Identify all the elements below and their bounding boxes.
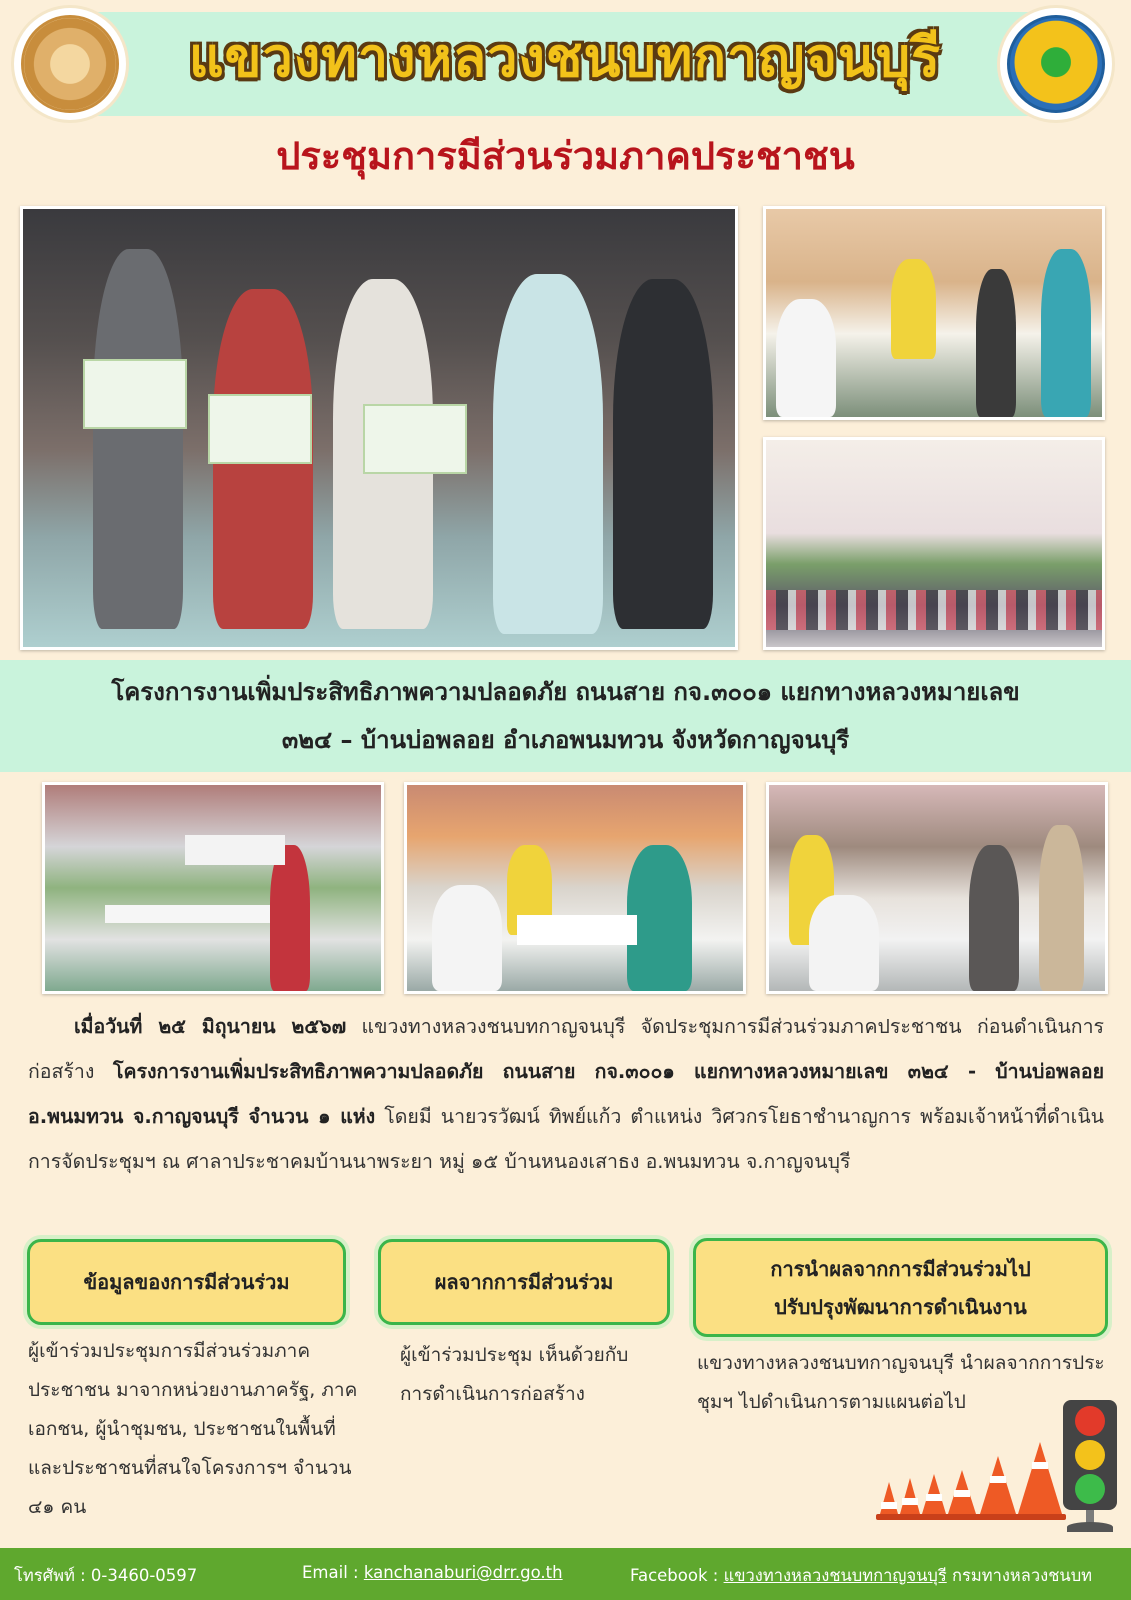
footer-facebook-label: Facebook :	[630, 1566, 724, 1585]
traffic-light-icon	[1063, 1400, 1117, 1510]
box-apply-results-title-2: ปรับปรุงพัฒนาการดำเนินงาน	[774, 1294, 1027, 1319]
footer-org: กรมทางหลวงชนบท	[946, 1566, 1093, 1585]
department-logo-icon	[1000, 8, 1112, 120]
traffic-cone-icon	[880, 1470, 1060, 1540]
body-text-1: แขวงทางหลวงชนบทกาญจนบุรี จัดประชุมการมีส่วนร่วมภาคประชาชน ก่อนดำเนินการก่อสร้าง	[28, 1015, 1104, 1083]
body-paragraph	[28, 1004, 1104, 1184]
footer-phone: โทรศัพท์ : 0-3460-0597	[14, 1566, 198, 1585]
footer-email-link[interactable]: kanchanaburi@drr.go.th	[363, 1563, 563, 1582]
photo-pavilion-table	[42, 782, 384, 994]
participation-info-text: ผู้เข้าร่วมประชุมการมีส่วนร่วมภาคประชาชน มาจากหน่วยงานภาครัฐ, ภาคเอกชน, ผู้นำชุมชน, ประชาชนในพื้นที่และประชาชนที่สนใจโครงการฯ จำนวน ๔๑ คน	[28, 1340, 358, 1518]
participation-result-text: ผู้เข้าร่วมประชุม เห็นด้วยกับการดำเนินการก่อสร้าง	[400, 1344, 629, 1405]
footer-bar	[0, 1548, 1131, 1600]
page-title: แขวงทางหลวงชนบทกาญจนบุรี	[188, 26, 942, 89]
box-apply-results	[693, 1238, 1108, 1337]
box-participation-result-title: ผลจากการมีส่วนร่วม	[434, 1270, 614, 1294]
apply-results-text: แขวงทางหลวงชนบทกาญจนบุรี นำผลจากการประชุมฯ ไปดำเนินการตามแผนต่อไป	[697, 1352, 1105, 1413]
box-apply-results-title-1: การนำผลจากการมีส่วนร่วมไป	[770, 1256, 1031, 1281]
footer-email-label: Email :	[302, 1563, 364, 1582]
project-title	[30, 668, 1101, 764]
footer-facebook	[630, 1563, 1092, 1589]
footer-email	[302, 1563, 563, 1582]
project-title-line-2: ๓๒๔ – บ้านบ่อพลอย อำเภอพนมทวน จังหวัดกาญจนบุรี	[281, 726, 850, 754]
box-participation-info	[27, 1239, 346, 1325]
photo-registration	[763, 206, 1105, 420]
meeting-date: เมื่อวันที่ ๒๕ มิถุนายน ๒๕๖๗	[74, 1015, 347, 1038]
box-participation-info-title: ข้อมูลของการมีส่วนร่วม	[83, 1270, 290, 1294]
page-subtitle: ประชุมการมีส่วนร่วมภาคประชาชน	[276, 134, 855, 178]
seal-left-icon	[14, 8, 126, 120]
footer-facebook-link[interactable]: แขวงทางหลวงชนบทกาญจนบุรี	[723, 1566, 947, 1585]
project-title-line-1: โครงการงานเพิ่มประสิทธิภาพความปลอดภัย ถนนสาย กจ.๓๐๐๑ แยกทางหลวงหมายเลข	[111, 678, 1020, 706]
photo-attendees	[766, 782, 1108, 994]
body-text-2: โดยมี นายวรวัฒน์ ทิพย์แก้ว ตำแหน่ง วิศวกรโยธาชำนาญการ พร้อมเจ้าหน้าที่ดำเนินการจัดประชุมฯ ณ ศาลาประชาคมบ้านนาพระยา หมู่ ๑๕ บ้านหนองเสาธง อ.พนมทวน จ.กาญจนบุรี	[28, 1105, 1104, 1173]
box-participation-result	[378, 1239, 670, 1325]
photo-meeting-hall	[763, 437, 1105, 650]
traffic-light-base	[1067, 1522, 1113, 1532]
photo-signing	[404, 782, 746, 994]
body-project-name: โครงการงานเพิ่มประสิทธิภาพความปลอดภัย ถนนสาย กจ.๓๐๐๑ แยกทางหลวงหมายเลข ๓๒๔ - บ้านบ่อพลอย อ.พนมทวน จ.กาญจนบุรี จำนวน ๑ แห่ง	[28, 1060, 1104, 1128]
photo-group-certificates	[20, 206, 738, 650]
